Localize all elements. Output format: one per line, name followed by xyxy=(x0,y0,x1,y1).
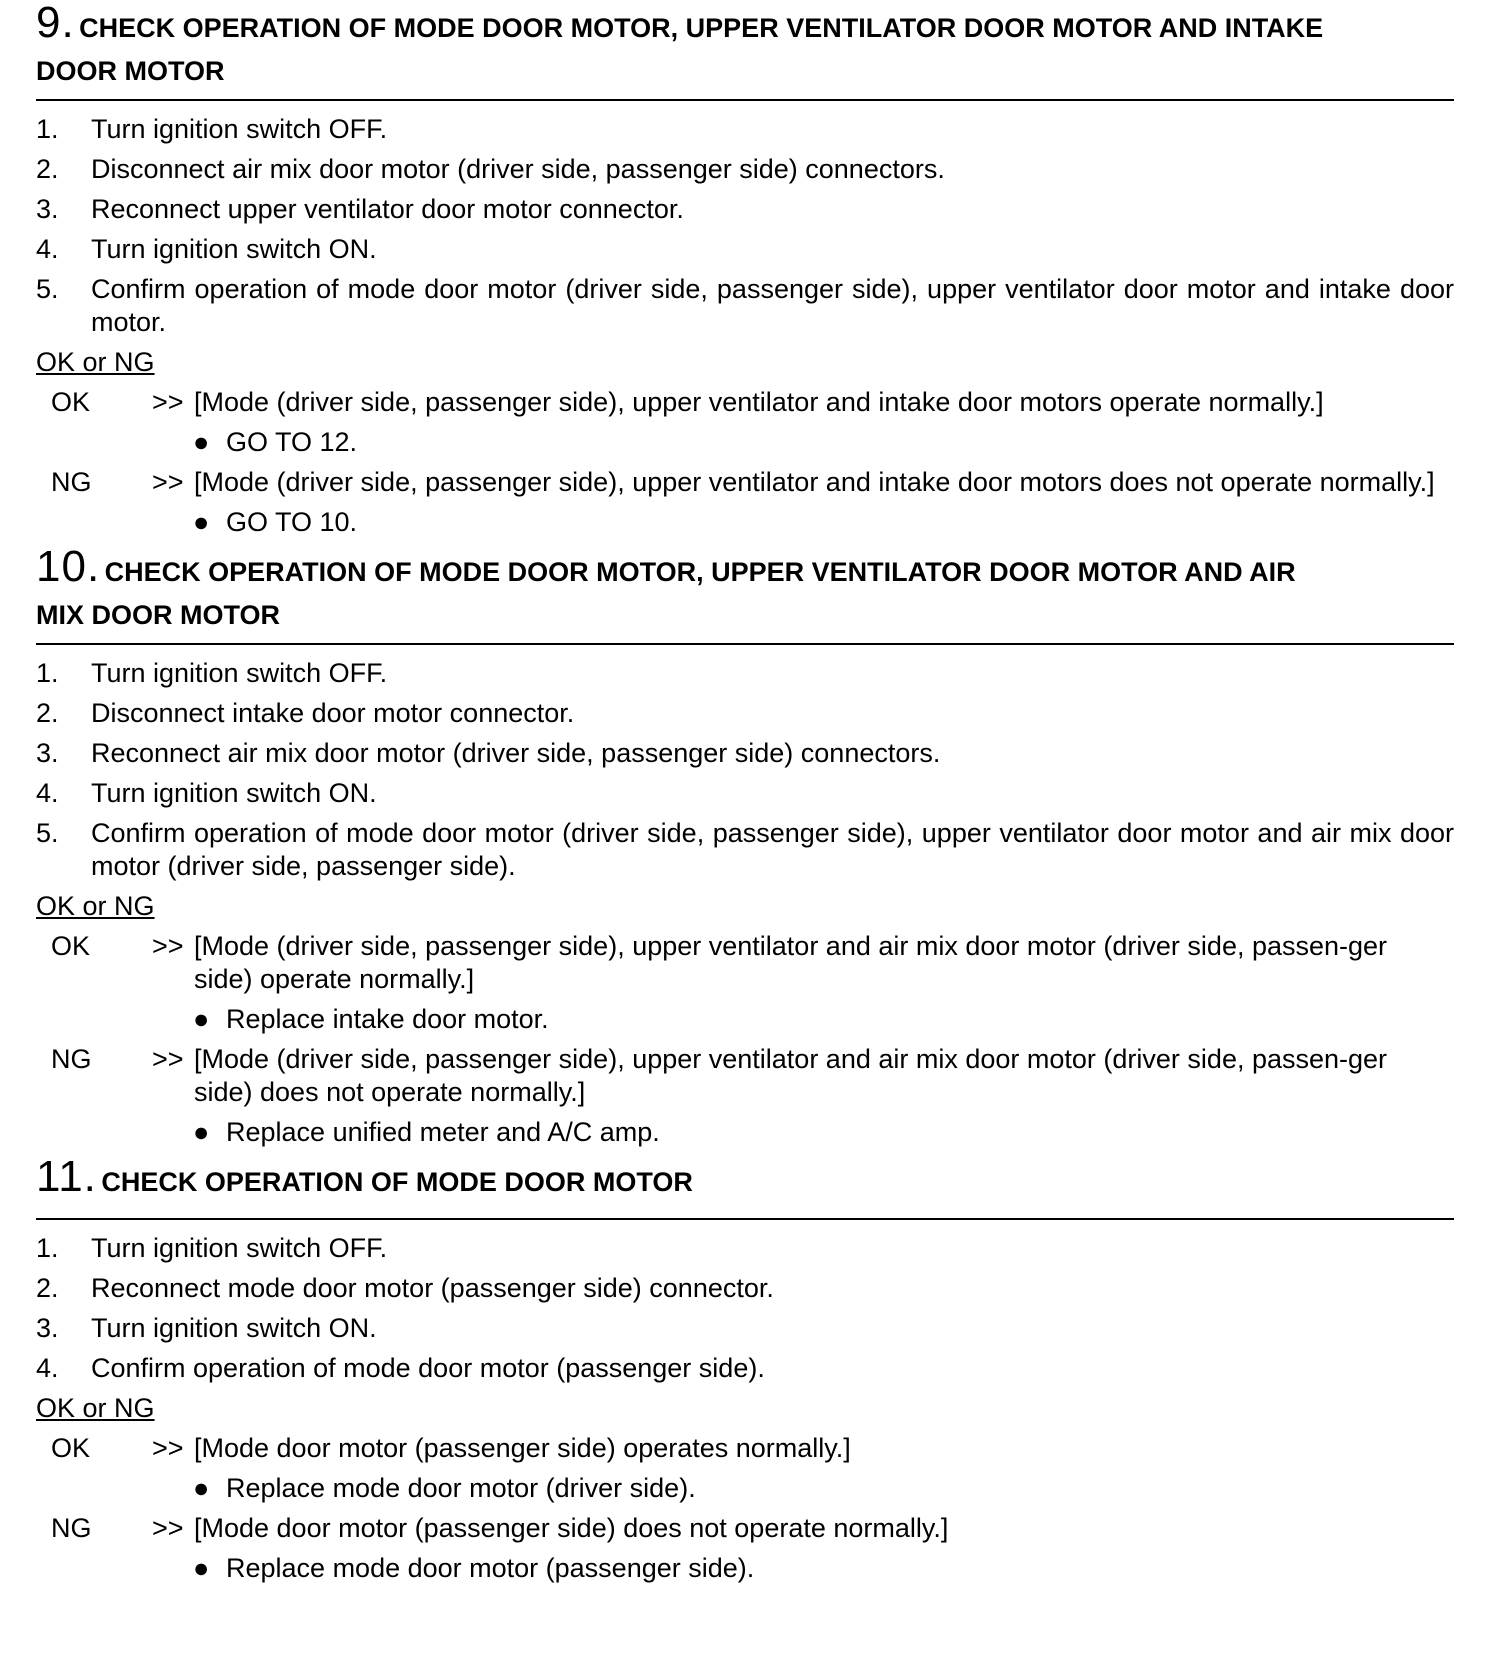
step-number: 3. xyxy=(36,738,59,768)
result-text: [Mode (driver side, passenger side), upper ventilator and intake door motors does not operate normally.] xyxy=(194,467,1435,497)
step-number: 2. xyxy=(36,1273,59,1303)
step-item xyxy=(0,233,1504,266)
step-item xyxy=(0,777,1504,810)
arrow-marker: >> xyxy=(152,1513,184,1543)
bullet-icon: ● xyxy=(193,1004,210,1034)
step-number: 4. xyxy=(36,234,59,264)
step-item xyxy=(0,1312,1504,1345)
section-number: 11. xyxy=(36,1152,97,1201)
result-text: [Mode (driver side, passenger side), upper ventilator and intake door motors operate normally.] xyxy=(194,387,1324,417)
action-text: GO TO 10. xyxy=(226,507,358,537)
step-text: Turn ignition switch ON. xyxy=(91,1313,377,1343)
step-text: Confirm operation of mode door motor (driver side, passenger side), upper ventilator door motor and air mix door motor (driver side, passenger side). xyxy=(91,818,1454,881)
result-code: NG xyxy=(51,1044,92,1074)
bullet-icon: ● xyxy=(193,427,210,457)
result-ok xyxy=(0,1432,1504,1465)
result-action xyxy=(0,1003,1504,1036)
ok-or-ng-label: OK or NG xyxy=(36,347,155,377)
bullet-icon: ● xyxy=(193,1553,210,1583)
step-number: 3. xyxy=(36,1313,59,1343)
step-item xyxy=(0,113,1504,146)
step-number: 4. xyxy=(36,1353,59,1383)
bullet-icon: ● xyxy=(193,507,210,537)
section-title: CHECK OPERATION OF MODE DOOR MOTOR xyxy=(101,1167,693,1197)
step-item xyxy=(0,817,1504,883)
result-code: NG xyxy=(51,1513,92,1543)
section-10 xyxy=(0,542,1504,1149)
section-title: CHECK OPERATION OF MODE DOOR MOTOR, UPPER VENTILATOR DOOR MOTOR AND AIR xyxy=(104,557,1296,587)
result-code: NG xyxy=(51,467,92,497)
result-text: [Mode (driver side, passenger side), upper ventilator and air mix door motor (driver side, passen-ger side) does not operate normally.] xyxy=(194,1044,1388,1107)
step-number: 2. xyxy=(36,698,59,728)
arrow-marker: >> xyxy=(152,387,184,417)
arrow-marker: >> xyxy=(152,467,184,497)
step-item xyxy=(0,737,1504,770)
step-text: Confirm operation of mode door motor (driver side, passenger side), upper ventilator door motor and intake door motor. xyxy=(91,274,1454,337)
step-list xyxy=(0,113,1504,339)
step-list xyxy=(0,657,1504,883)
step-text: Disconnect intake door motor connector. xyxy=(91,698,575,728)
step-number: 5. xyxy=(36,274,59,304)
section-title: CHECK OPERATION OF MODE DOOR MOTOR, UPPER VENTILATOR DOOR MOTOR AND INTAKE xyxy=(79,13,1324,43)
arrow-marker: >> xyxy=(152,1433,184,1463)
step-number: 2. xyxy=(36,154,59,184)
step-text: Turn ignition switch OFF. xyxy=(91,114,388,144)
result-code: OK xyxy=(51,387,91,417)
step-text: Turn ignition switch OFF. xyxy=(91,658,388,688)
result-action xyxy=(0,1472,1504,1505)
arrow-marker: >> xyxy=(152,1044,184,1074)
result-code: OK xyxy=(51,931,91,961)
step-text: Reconnect air mix door motor (driver side, passenger side) connectors. xyxy=(91,738,941,768)
section-number: 9. xyxy=(36,0,75,47)
step-item xyxy=(0,697,1504,730)
step-number: 1. xyxy=(36,114,59,144)
section-title-continued: MIX DOOR MOTOR xyxy=(36,600,281,630)
result-action xyxy=(0,426,1504,459)
step-text: Reconnect upper ventilator door motor connector. xyxy=(91,194,684,224)
step-text: Disconnect air mix door motor (driver side, passenger side) connectors. xyxy=(91,154,945,184)
result-text: [Mode door motor (passenger side) operates normally.] xyxy=(194,1433,851,1463)
result-ok xyxy=(0,386,1504,419)
step-item xyxy=(0,273,1504,339)
step-list xyxy=(0,1232,1504,1385)
step-text: Turn ignition switch OFF. xyxy=(91,1233,388,1263)
action-text: GO TO 12. xyxy=(226,427,358,457)
result-text: [Mode door motor (passenger side) does not operate normally.] xyxy=(194,1513,949,1543)
step-text: Confirm operation of mode door motor (passenger side). xyxy=(91,1353,765,1383)
step-number: 5. xyxy=(36,818,59,848)
result-ng xyxy=(0,1512,1504,1545)
section-number: 10. xyxy=(36,542,101,591)
step-item xyxy=(0,1272,1504,1305)
action-text: Replace intake door motor. xyxy=(226,1004,549,1034)
section-title-continued: DOOR MOTOR xyxy=(36,56,225,86)
step-number: 1. xyxy=(36,658,59,688)
step-item xyxy=(0,657,1504,690)
bullet-icon: ● xyxy=(193,1473,210,1503)
result-action xyxy=(0,1552,1504,1585)
step-item xyxy=(0,1352,1504,1385)
section-9 xyxy=(0,0,1504,539)
result-code: OK xyxy=(51,1433,91,1463)
section-heading xyxy=(36,1152,1454,1220)
section-heading xyxy=(36,542,1454,645)
result-ng xyxy=(0,1043,1504,1109)
step-number: 4. xyxy=(36,778,59,808)
result-ng xyxy=(0,466,1504,499)
action-text: Replace mode door motor (passenger side). xyxy=(226,1553,755,1583)
ok-or-ng-label: OK or NG xyxy=(36,1393,155,1423)
section-11 xyxy=(0,1152,1504,1585)
step-text: Turn ignition switch ON. xyxy=(91,778,377,808)
step-number: 3. xyxy=(36,194,59,224)
result-action xyxy=(0,1116,1504,1149)
step-number: 1. xyxy=(36,1233,59,1263)
step-item xyxy=(0,1232,1504,1265)
result-ok xyxy=(0,930,1504,996)
step-text: Reconnect mode door motor (passenger side) connector. xyxy=(91,1273,774,1303)
step-item xyxy=(0,153,1504,186)
action-text: Replace mode door motor (driver side). xyxy=(226,1473,696,1503)
arrow-marker: >> xyxy=(152,931,184,961)
step-item xyxy=(0,193,1504,226)
bullet-icon: ● xyxy=(193,1117,210,1147)
result-action xyxy=(0,506,1504,539)
step-text: Turn ignition switch ON. xyxy=(91,234,377,264)
result-text: [Mode (driver side, passenger side), upper ventilator and air mix door motor (driver side, passen-ger side) operate normally.] xyxy=(194,931,1388,994)
ok-or-ng-label: OK or NG xyxy=(36,891,155,921)
section-heading xyxy=(36,0,1454,101)
action-text: Replace unified meter and A/C amp. xyxy=(226,1117,660,1147)
